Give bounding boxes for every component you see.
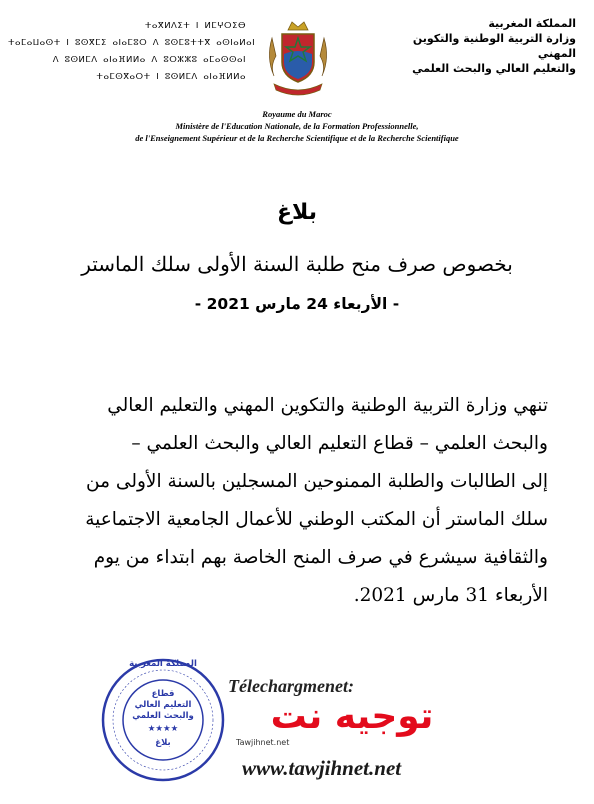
header-tifinagh-line-2: ⵜⴰⵎⴰⵡⴰⵙⵜ ⵏ ⵓⵙⴳⵎⵉ ⴰⵏⴰⵎⵓⵔ ⴷ ⵓⵙⵎⵓⵜⵜⴳ ⴰⵙⵏⴰⵍⴰⵏ: [8, 38, 256, 48]
watermark-brand: توجيه نت: [270, 696, 434, 737]
stamp-ring-text: المملكة المغربية: [129, 659, 197, 669]
stamp-line-3: والبحث العلمي: [132, 711, 194, 721]
watermark-label: Télechargmenet:: [228, 676, 354, 696]
body-line-2: والبحث العلمي – قطاع التعليم العالي والبحث العلمي –: [131, 433, 548, 454]
communique-body: [40, 387, 548, 615]
body-line-6: الأربعاء 31 مارس 2021.: [353, 585, 548, 606]
communique-date: - الأربعاء 24 مارس 2021 -: [194, 295, 400, 313]
header-french-line-2: Ministère de l'Education Nationale, de la Formation Professionnelle,: [175, 121, 419, 131]
royal-emblem-icon: [262, 18, 334, 100]
stamp-line-5: بلاغ: [155, 738, 171, 748]
header-french-line-1: Royaume du Maroc: [262, 109, 332, 119]
ministry-header-tifinagh: [8, 18, 256, 86]
header-tifinagh-line-3: ⴷ ⵓⵙⵍⵎⴷ ⴰⵏⴰⴼⵍⵍⴰ ⴷ ⵓⵔⵣⵣⵓ ⴰⵎⴰⵙⵙⴰⵏ: [52, 55, 246, 65]
watermark-small-text: Tawjihnet.net: [236, 738, 290, 747]
body-line-4: سلك الماستر أن المكتب الوطني للأعمال الجامعية الاجتماعية: [85, 509, 548, 530]
body-line-5: والثقافية سيشرع في صرف المنح الخاصة بهم ابتداء من يوم: [93, 547, 548, 568]
header-arabic-line-2: وزارة التربية الوطنية والتكوين المهني: [412, 32, 576, 60]
header-arabic-line-3: والتعليم العالي والبحث العلمي: [412, 62, 576, 75]
stamp-line-4: ★★★★: [147, 724, 179, 734]
stamp-line-2: التعليم العالي: [134, 700, 192, 710]
body-line-3: إلى الطالبات والطلبة الممنوحين المسجلين بالسنة الأولى من: [86, 471, 548, 492]
watermark-url: www.tawjihnet.net: [242, 756, 402, 780]
body-line-1: تنهي وزارة التربية الوطنية والتكوين المهني والتعليم العالي: [107, 395, 548, 416]
ministry-header-arabic: [386, 16, 576, 76]
communique-title: بلاغ: [277, 200, 317, 225]
header-french-line-3: de l'Enseignement Supérieur et de la Recherche Scientifique et de la Recherche Scientifique: [135, 133, 459, 143]
communique-subtitle: بخصوص صرف منح طلبة السنة الأولى سلك الماستر: [81, 252, 513, 276]
header-tifinagh-line-1: ⵜⴰⴳⵍⴷⵉⵜ ⵏ ⵍⵎⵖⵔⵉⴱ: [144, 21, 246, 31]
stamp-line-1: قطاع: [151, 689, 175, 699]
header-arabic-line-1: المملكة المغربية: [488, 17, 576, 30]
header-tifinagh-line-4: ⵜⴰⵎⵙⴳⴰⵔⵜ ⵏ ⵓⵙⵍⵎⴷ ⴰⵏⴰⴼⵍⵍⴰ: [96, 72, 246, 82]
